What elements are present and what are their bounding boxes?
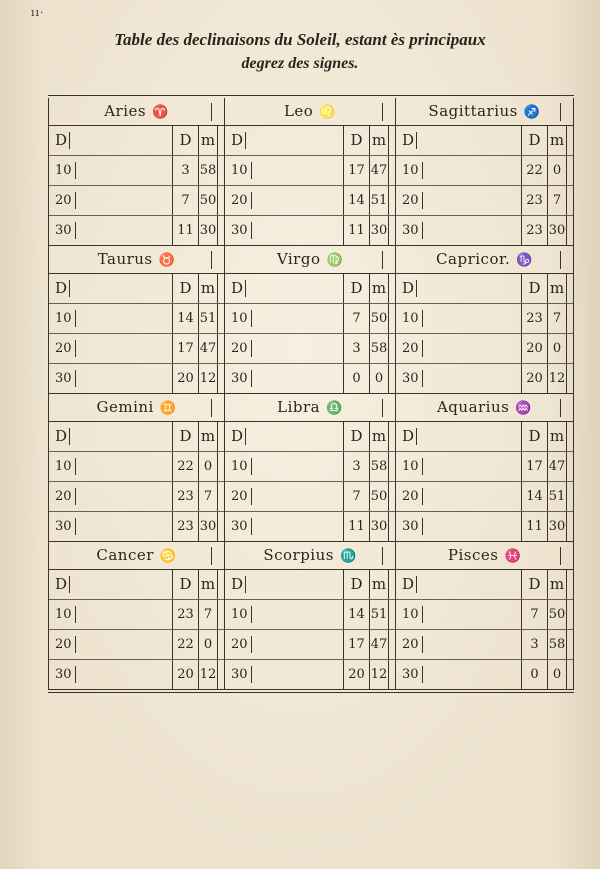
column-header-row [49,126,224,156]
declination-minute-cell: 50 [198,186,218,215]
sign-name: Scorpius [263,546,334,564]
sign-degree-cell: 20 [396,482,521,511]
sign-block [224,542,395,690]
declination-degree-cell: 20 [343,660,369,689]
sign-header [225,394,395,422]
table-bottom-rule [48,692,574,693]
declination-minute-cell: 30 [369,216,389,245]
sign-degree-cell: 20 [49,334,172,363]
table-row [225,216,395,245]
zodiac-glyph-icon: ♍ [326,253,344,268]
sign-degree-cell: 20 [49,186,172,215]
page-title [0,28,600,76]
sign-block [395,394,574,542]
sign-block [48,98,224,246]
declination-degree-cell: 20 [521,334,547,363]
table-row [49,186,224,216]
table-row [396,600,573,630]
column-header-degree-of-sign: D [225,570,343,599]
declination-minute-cell: 58 [198,156,218,185]
column-header-declination-minutes: m [198,274,218,303]
declination-minute-cell: 51 [369,600,389,629]
declination-degree-cell: 0 [343,364,369,393]
declination-minute-cell: 30 [547,512,567,541]
declination-minute-cell: 0 [547,660,567,689]
sign-header [49,394,224,422]
sign-degree-cell: 30 [225,660,343,689]
table-row [49,364,224,393]
declination-degree-cell: 22 [172,630,198,659]
table-row [396,512,573,541]
sign-block [48,542,224,690]
column-header-declination-degrees: D [172,274,198,303]
table-row [225,334,395,364]
table-row [396,304,573,334]
declination-minute-cell: 51 [369,186,389,215]
table-row [49,512,224,541]
declination-minute-cell: 12 [198,364,218,393]
declination-minute-cell: 12 [547,364,567,393]
sign-degree-cell: 30 [49,364,172,393]
declination-degree-cell: 17 [343,156,369,185]
table-row [49,482,224,512]
column-header-degree-of-sign: D [49,422,172,451]
declination-degree-cell: 22 [521,156,547,185]
declination-minute-cell: 51 [198,304,218,333]
column-header-declination-degrees: D [172,126,198,155]
table-row [225,482,395,512]
sign-degree-cell: 20 [225,630,343,659]
zodiac-glyph-icon: ♎ [326,401,343,416]
declination-degree-cell: 22 [172,452,198,481]
sign-degree-cell: 20 [49,630,172,659]
zodiac-glyph-icon: ♒ [515,401,533,416]
column-header-row [225,126,395,156]
sign-name: Cancer [96,546,154,564]
column-header-declination-minutes: m [547,126,567,155]
column-header-declination-degrees: D [172,422,198,451]
declination-minute-cell: 47 [198,334,218,363]
declination-degree-cell: 14 [172,304,198,333]
corner-mark: ıı· [31,6,45,19]
table-row [49,452,224,482]
column-header-declination-degrees: D [172,570,198,599]
column-header-declination-degrees: D [521,570,547,599]
declination-degree-cell: 17 [521,452,547,481]
sign-name: Aquarius [436,398,510,416]
table-row [396,660,573,689]
sign-degree-cell: 30 [49,216,172,245]
declination-minute-cell: 0 [547,156,567,185]
declination-minute-cell: 50 [547,600,567,629]
declination-degree-cell: 3 [343,334,369,363]
declination-minute-cell: 12 [369,660,389,689]
declination-degree-cell: 17 [172,334,198,363]
sign-degree-cell: 20 [225,482,343,511]
declination-minute-cell: 7 [198,482,218,511]
table-row [49,660,224,689]
zodiac-glyph-icon: ♋ [159,549,177,564]
declination-degree-cell: 14 [343,600,369,629]
declination-degree-cell: 23 [521,304,547,333]
declination-degree-cell: 17 [343,630,369,659]
column-header-degree-of-sign: D [225,126,343,155]
sign-degree-cell: 10 [225,600,343,629]
declination-minute-cell: 0 [198,630,218,659]
sign-degree-cell: 20 [225,186,343,215]
table-row [225,600,395,630]
declination-minute-cell: 50 [369,482,389,511]
zodiac-glyph-icon: ♏ [339,549,357,564]
sign-degree-cell: 30 [49,512,172,541]
sign-block [395,542,574,690]
sign-degree-cell: 30 [225,364,343,393]
declination-minute-cell: 30 [369,512,389,541]
declination-minute-cell: 7 [547,304,567,333]
declination-minute-cell: 0 [369,364,389,393]
sign-header [225,542,395,570]
declination-degree-cell: 3 [172,156,198,185]
declination-degree-cell: 3 [521,630,547,659]
declination-degree-cell: 23 [521,186,547,215]
sign-name: Pisces [447,546,499,564]
column-header-row [396,274,573,304]
table-row [225,186,395,216]
declination-degree-cell: 20 [172,364,198,393]
column-header-declination-minutes: m [198,126,218,155]
column-header-declination-minutes: m [198,422,218,451]
sign-name: Libra [277,398,321,416]
column-header-declination-minutes: m [198,570,218,599]
sign-name: Capricor. [436,250,511,268]
sign-block [48,246,224,394]
sign-name: Virgo [276,250,321,268]
column-header-row [396,126,573,156]
declination-degree-cell: 20 [521,364,547,393]
sign-degree-cell: 30 [225,512,343,541]
declination-degree-cell: 23 [172,512,198,541]
column-header-degree-of-sign: D [396,274,521,303]
sign-degree-cell: 20 [396,186,521,215]
sign-header [49,246,224,274]
column-header-row [396,570,573,600]
column-header-declination-minutes: m [369,126,389,155]
sign-header [225,98,395,126]
sign-degree-cell: 10 [225,452,343,481]
declination-degree-cell: 11 [521,512,547,541]
sign-degree-cell: 30 [49,660,172,689]
sign-degree-cell: 10 [396,452,521,481]
declination-degree-cell: 14 [343,186,369,215]
table-row [49,156,224,186]
title-line-1: Table des declinaisons du Soleil, estant ès principaux [114,30,486,49]
table-row [225,660,395,689]
declination-degree-cell: 7 [343,482,369,511]
column-header-degree-of-sign: D [49,570,172,599]
column-header-row [225,274,395,304]
declination-minute-cell: 58 [369,452,389,481]
sign-degree-cell: 10 [49,304,172,333]
declination-minute-cell: 58 [547,630,567,659]
sign-header [396,542,573,570]
table-row [396,186,573,216]
sign-name: Aries [104,102,147,120]
sign-degree-cell: 30 [396,364,521,393]
zodiac-glyph-icon: ♐ [523,105,541,120]
sign-header [225,246,395,274]
column-header-declination-minutes: m [369,274,389,303]
title-line-2: degrez des signes. [241,55,359,72]
declination-minute-cell: 30 [547,216,567,245]
declination-degree-cell: 3 [343,452,369,481]
zodiac-glyph-icon: ♓ [504,549,522,564]
sign-header [49,542,224,570]
declination-degree-cell: 7 [521,600,547,629]
zodiac-glyph-icon: ♈ [152,105,169,120]
declination-minute-cell: 47 [547,452,567,481]
sign-grid [48,98,574,690]
table-row [396,334,573,364]
declination-minute-cell: 50 [369,304,389,333]
sign-degree-cell: 30 [225,216,343,245]
declination-minute-cell: 30 [198,512,218,541]
column-header-declination-minutes: m [547,274,567,303]
sign-name: Leo [283,102,314,120]
sign-block [395,98,574,246]
sign-degree-cell: 30 [396,512,521,541]
column-header-declination-degrees: D [521,422,547,451]
sign-block [224,246,395,394]
column-header-declination-minutes: m [547,422,567,451]
sign-block [395,246,574,394]
zodiac-glyph-icon: ♌ [319,105,337,120]
sign-header [49,98,224,126]
sign-block [48,394,224,542]
declination-degree-cell: 20 [172,660,198,689]
sign-header [396,394,573,422]
sign-degree-cell: 10 [225,304,343,333]
table-row [396,216,573,245]
declination-degree-cell: 23 [521,216,547,245]
zodiac-glyph-icon: ♑ [516,253,533,268]
column-header-degree-of-sign: D [49,126,172,155]
sign-degree-cell: 10 [49,156,172,185]
declination-degree-cell: 7 [172,186,198,215]
column-header-row [225,422,395,452]
column-header-declination-minutes: m [369,570,389,599]
table-row [225,452,395,482]
declination-degree-cell: 11 [172,216,198,245]
table-row [49,630,224,660]
declination-minute-cell: 47 [369,156,389,185]
table-row [396,156,573,186]
table-row [225,156,395,186]
declination-degree-cell: 11 [343,216,369,245]
sign-degree-cell: 20 [49,482,172,511]
declination-degree-cell: 0 [521,660,547,689]
column-header-declination-minutes: m [547,570,567,599]
declination-minute-cell: 58 [369,334,389,363]
sign-name: Sagittarius [428,102,518,120]
sign-block [224,394,395,542]
declination-degree-cell: 7 [343,304,369,333]
table-row [225,364,395,393]
table-row [225,512,395,541]
column-header-degree-of-sign: D [49,274,172,303]
sign-degree-cell: 10 [396,600,521,629]
column-header-row [49,422,224,452]
sign-degree-cell: 20 [225,334,343,363]
declination-minute-cell: 0 [198,452,218,481]
declination-minute-cell: 0 [547,334,567,363]
sign-degree-cell: 30 [396,216,521,245]
column-header-row [225,570,395,600]
sign-name: Taurus [97,250,153,268]
declination-degree-cell: 23 [172,482,198,511]
declination-minute-cell: 7 [547,186,567,215]
sign-degree-cell: 10 [396,156,521,185]
declination-degree-cell: 11 [343,512,369,541]
column-header-declination-degrees: D [521,274,547,303]
sign-degree-cell: 10 [49,452,172,481]
column-header-declination-degrees: D [343,274,369,303]
table-row [49,216,224,245]
declination-degree-cell: 14 [521,482,547,511]
column-header-row [49,570,224,600]
sign-header [396,98,573,126]
sign-degree-cell: 10 [396,304,521,333]
table-row [225,304,395,334]
table-row [396,364,573,393]
declination-table [48,98,574,693]
sign-degree-cell: 10 [49,600,172,629]
column-header-degree-of-sign: D [396,126,521,155]
table-row [396,630,573,660]
column-header-row [396,422,573,452]
column-header-degree-of-sign: D [396,570,521,599]
table-row [225,630,395,660]
sign-block [224,98,395,246]
table-row [49,334,224,364]
column-header-row [49,274,224,304]
column-header-degree-of-sign: D [396,422,521,451]
table-row [396,452,573,482]
column-header-declination-degrees: D [343,570,369,599]
column-header-degree-of-sign: D [225,274,343,303]
column-header-declination-minutes: m [369,422,389,451]
declination-minute-cell: 51 [547,482,567,511]
table-top-rule [48,95,574,96]
sign-degree-cell: 10 [225,156,343,185]
sign-degree-cell: 20 [396,630,521,659]
declination-degree-cell: 23 [172,600,198,629]
zodiac-glyph-icon: ♊ [159,401,177,416]
table-row [49,600,224,630]
table-row [49,304,224,334]
declination-minute-cell: 30 [198,216,218,245]
declination-minute-cell: 12 [198,660,218,689]
column-header-declination-degrees: D [343,126,369,155]
zodiac-glyph-icon: ♉ [158,253,176,268]
declination-minute-cell: 7 [198,600,218,629]
sign-degree-cell: 20 [396,334,521,363]
table-row [396,482,573,512]
sign-header [396,246,573,274]
column-header-declination-degrees: D [521,126,547,155]
sign-name: Gemini [96,398,154,416]
sign-degree-cell: 30 [396,660,521,689]
column-header-degree-of-sign: D [225,422,343,451]
declination-minute-cell: 47 [369,630,389,659]
column-header-declination-degrees: D [343,422,369,451]
